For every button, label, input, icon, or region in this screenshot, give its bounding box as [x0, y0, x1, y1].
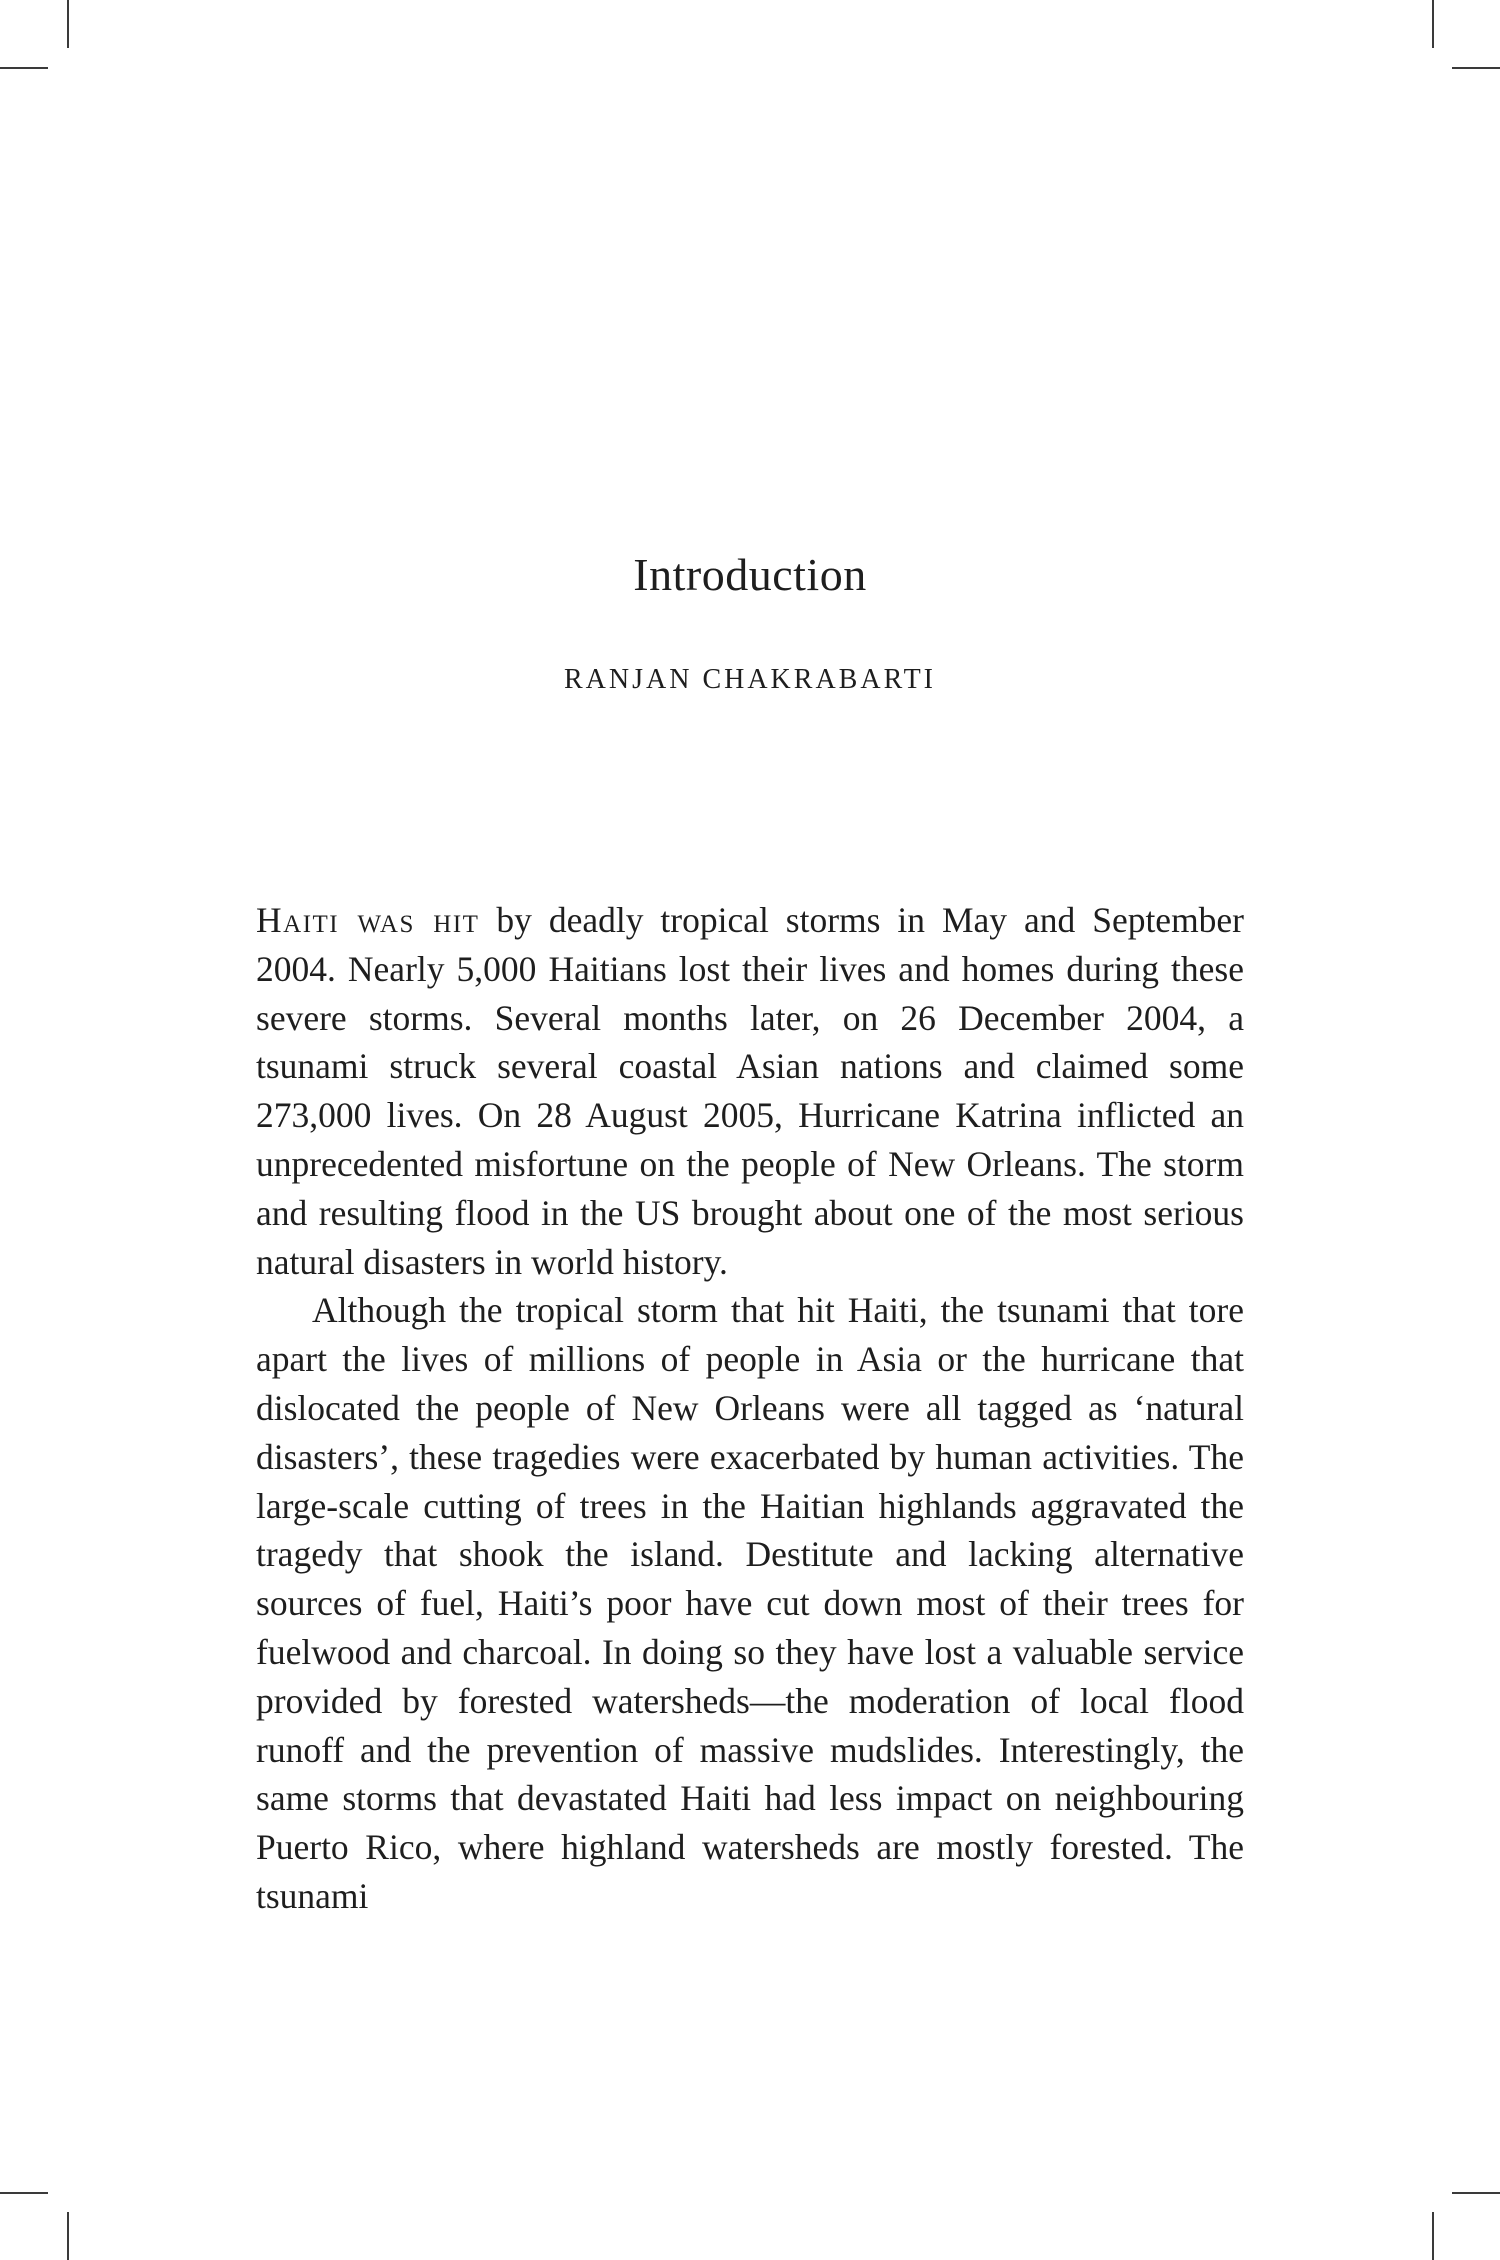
crop-mark-top-right-horizontal	[1452, 67, 1500, 69]
crop-mark-bottom-left-vertical	[67, 2212, 69, 2260]
crop-mark-top-left-horizontal	[0, 67, 48, 69]
crop-mark-top-left-vertical	[67, 0, 69, 48]
chapter-title: Introduction	[633, 549, 867, 600]
crop-mark-bottom-right-horizontal	[1452, 2192, 1500, 2194]
body-text	[256, 896, 1244, 1921]
crop-mark-bottom-left-horizontal	[0, 2192, 48, 2194]
paragraph-1-text: by deadly tropical storms in May and September 2004. Nearly 5,000 Haitians lost their lives and homes during these severe storms. Several months later, on 26 December 2004, a tsunami struck several coastal Asian nations and claimed some 273,000 lives. On 28 August 2005, Hurricane Katrina inflicted an unprecedented misfortune on the people of New Orleans. The storm and resulting flood in the US brought about one of the most serious natural disasters in world history.	[256, 900, 1245, 1282]
paragraph-1-lead: Haiti was hit	[256, 900, 480, 940]
paragraph-2: Although the tropical storm that hit Haiti, the tsunami that tore apart the lives of millions of people in Asia or the hurricane that dislocated the people of New Orleans were all tagged as ‘natural disasters’, these tragedies were exacerbated by human activities. The large-scale cutting of trees in the Haitian highlands aggravated the tragedy that shook the island. Destitute and lacking alternative sources of fuel, Haiti’s poor have cut down most of their trees for fuelwood and charcoal. In doing so they have lost a valuable service provided by forested watersheds—the moderation of local flood runoff and the prevention of massive mudslides. Interestingly, the same storms that devastated Haiti had less impact on neighbouring Puerto Rico, where highland watersheds are mostly forested. The tsunami	[256, 1290, 1244, 1916]
chapter-author: RANJAN CHAKRABARTI	[563, 664, 936, 695]
crop-mark-top-right-vertical	[1432, 0, 1434, 48]
paragraph-1	[256, 896, 1244, 1286]
crop-mark-bottom-right-vertical	[1432, 2212, 1434, 2260]
